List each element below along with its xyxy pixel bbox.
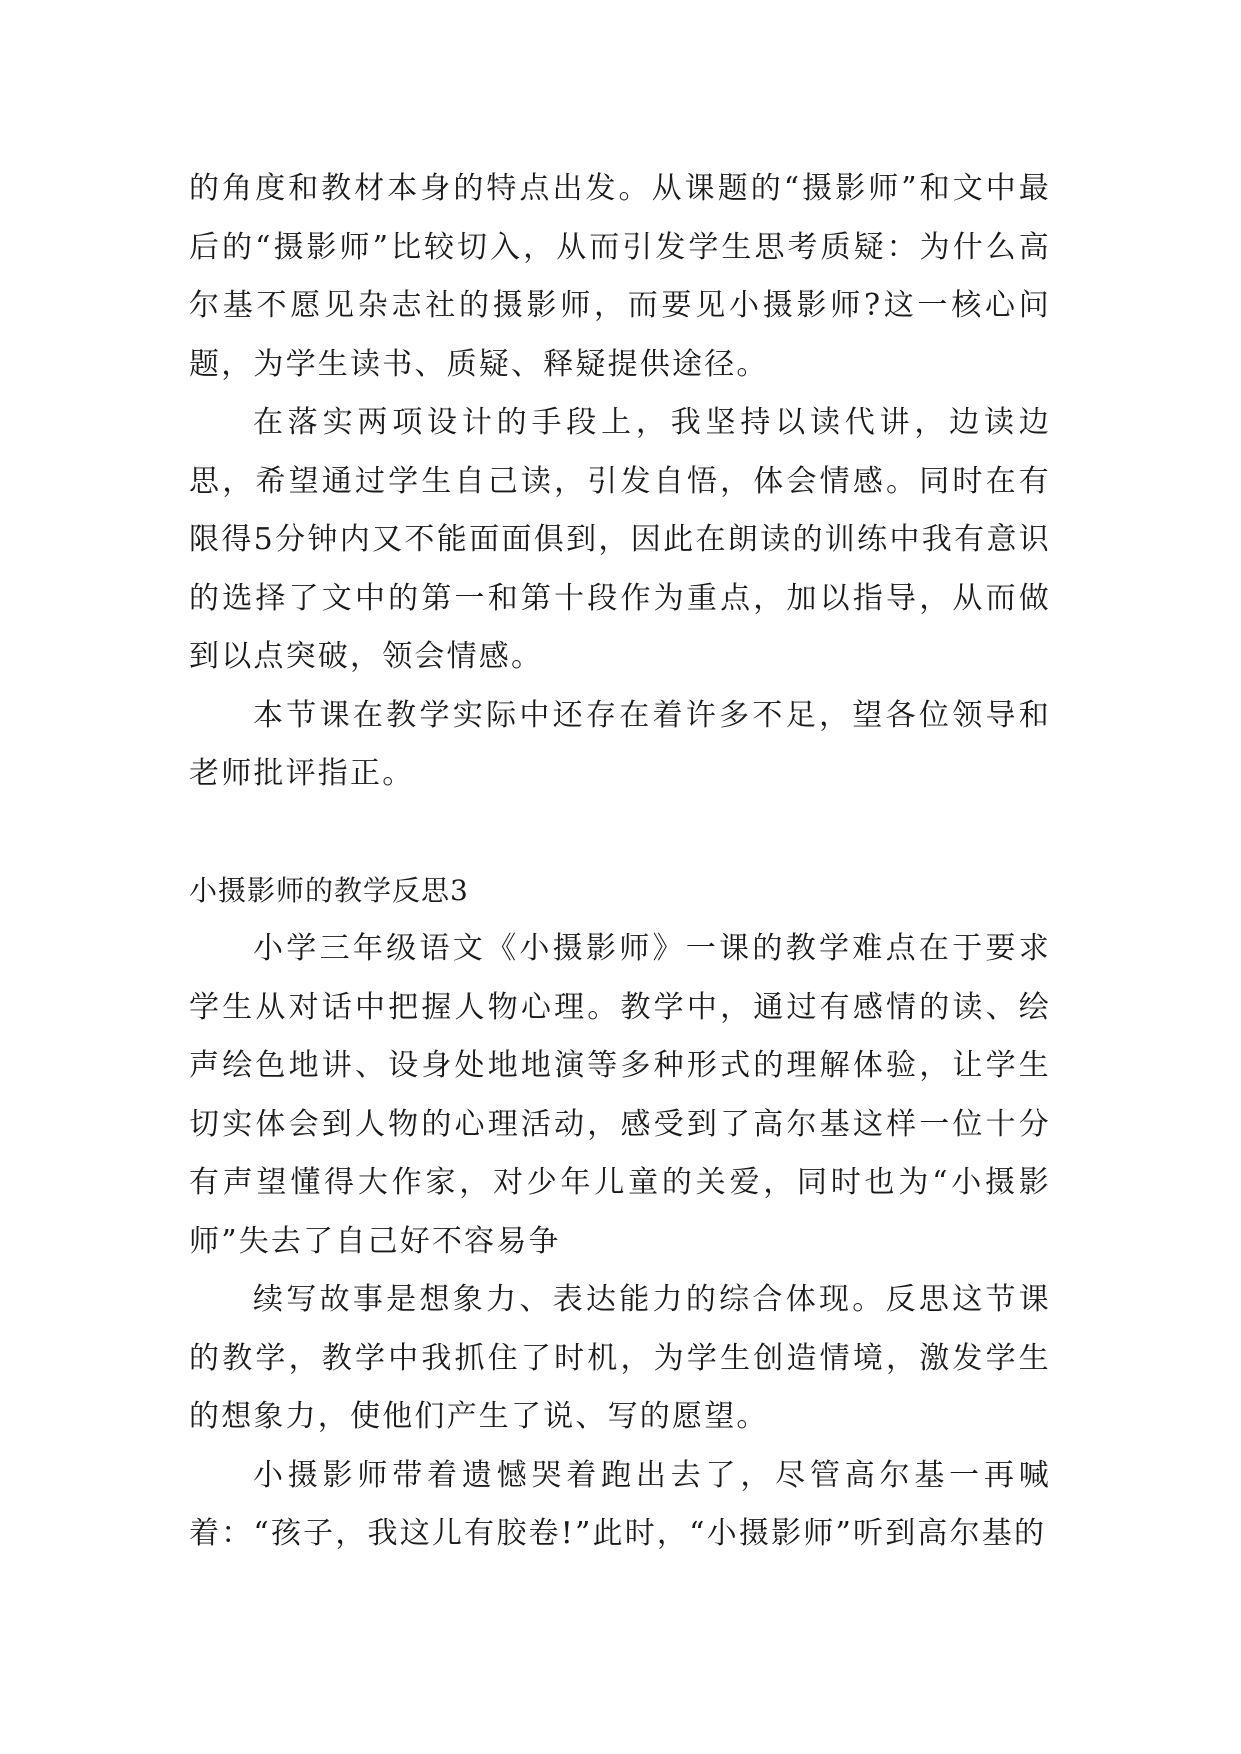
paragraph-continuation-writing: 续写故事是想象力、表达能力的综合体现。反思这节课的教学，教学中我抓住了时机，为学生创造情境，激发学生的想象力，使他们产生了说、写的愿望。 xyxy=(189,1282,1051,1434)
section-heading: 小摄影师的教学反思3 xyxy=(189,873,469,907)
paragraph-closing: 本节课在教学实际中还存在着许多不足，望各位领导和老师批评指正。 xyxy=(189,697,1051,791)
section-spacer xyxy=(189,804,1051,862)
document-body xyxy=(189,160,1051,1564)
paragraph-intro: 小学三年级语文《小摄影师》一课的教学难点在于要求学生从对话中把握人物心理。教学中，通过有感情的读、绘声绘色地讲、设身处地地演等多种形式的理解体验，让学生切实体会到人物的心理活动，感受到了高尔基这样一位十分有声望懂得大作家，对少年儿童的关爱，同时也为“小摄影师”失去了自己好不容易争 xyxy=(189,931,1051,1259)
paragraph-story: 小摄影师带着遗憾哭着跑出去了，尽管高尔基一再喊着：“孩子，我这儿有胶卷!”此时，“小摄影师”听到高尔基的 xyxy=(189,1457,1051,1551)
paragraph-continuation: 的角度和教材本身的特点出发。从课题的“摄影师”和文中最后的“摄影师”比较切入，从而引发学生思考质疑：为什么高尔基不愿见杂志社的摄影师，而要见小摄影师?这一核心问题，为学生读书、质疑、释疑提供途径。 xyxy=(189,171,1051,382)
paragraph-method: 在落实两项设计的手段上，我坚持以读代讲，边读边思，希望通过学生自己读，引发自悟，体会情感。同时在有限得5分钟内又不能面面俱到，因此在朗读的训练中我有意识的选择了文中的第一和第十段作为重点，加以指导，从而做到以点突破，领会情感。 xyxy=(189,405,1051,674)
